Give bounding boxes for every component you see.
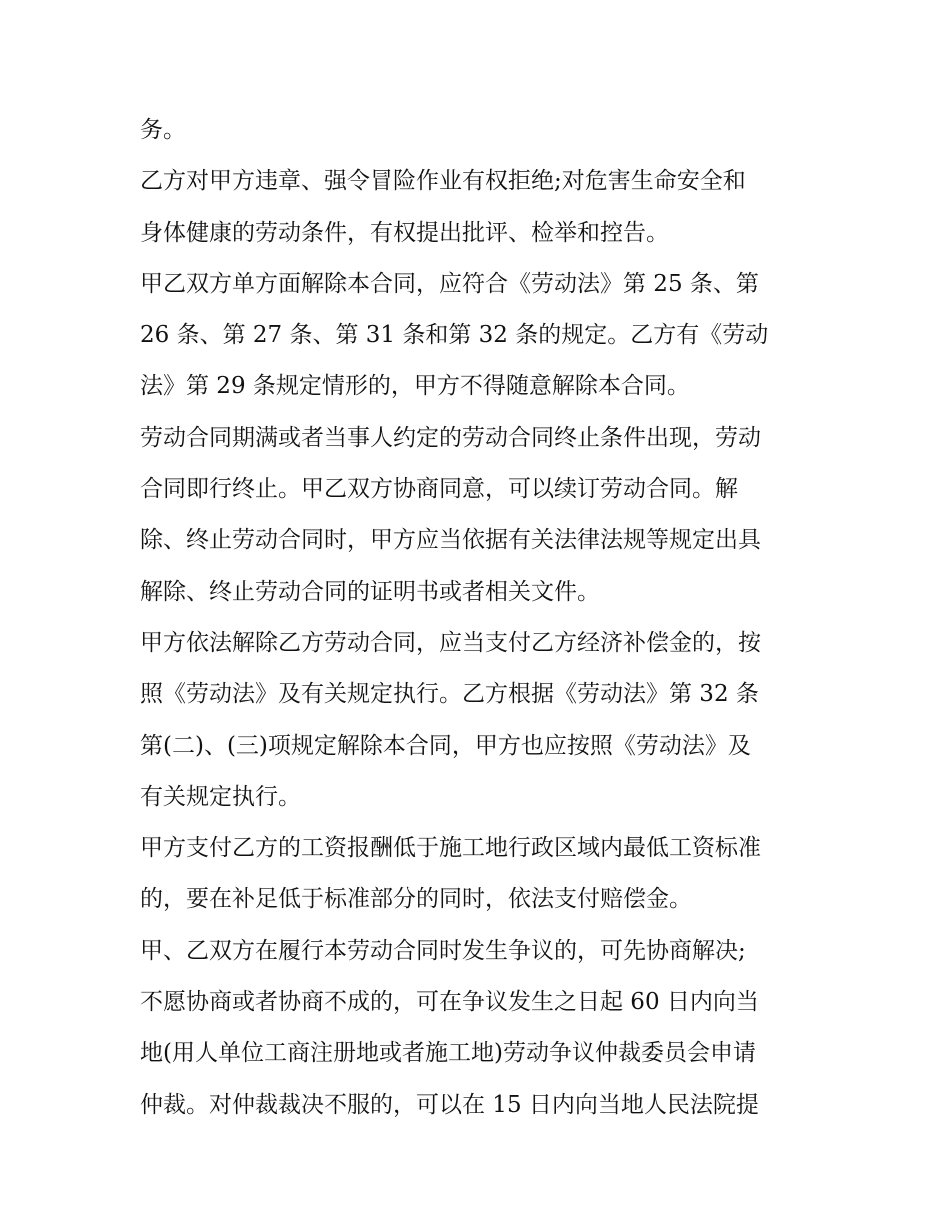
text-line: 甲方依法解除乙方劳动合同，应当支付乙方经济补偿金的，按 [140, 629, 761, 656]
text-line: 解除、终止劳动合同的证明书或者相关文件。 [140, 578, 600, 605]
text-line: 甲乙双方单方面解除本合同，应符合《劳动法》第 25 条、第 [140, 270, 759, 297]
text-line: 地(用人单位工商注册地或者施工地)劳动争议仲裁委员会申请 [140, 1040, 756, 1067]
text-line: 劳动合同期满或者当事人约定的劳动合同终止条件出现，劳动 [140, 424, 761, 451]
text-line: 法》第 29 条规定情形的，甲方不得随意解除本合同。 [140, 373, 690, 400]
text-line: 合同即行终止。甲乙双方协商同意，可以续订劳动合同。解 [140, 476, 738, 503]
text-line: 乙方对甲方违章、强令冒险作业有权拒绝;对危害生命安全和 [140, 168, 746, 195]
text-line: 甲方支付乙方的工资报酬低于施工地行政区域内最低工资标准 [140, 835, 761, 862]
text-line: 照《劳动法》及有关规定执行。乙方根据《劳动法》第 32 条 [140, 681, 759, 708]
text-line: 有关规定执行。 [140, 783, 301, 810]
text-line: 除、终止劳动合同时，甲方应当依据有关法律法规等规定出具 [140, 527, 761, 554]
text-line: 甲、乙双方在履行本劳动合同时发生争议的，可先协商解决; [140, 937, 746, 964]
text-line: 的，要在补足低于标准部分的同时，依法支付赔偿金。 [140, 886, 692, 913]
text-line: 身体健康的劳动条件，有权提出批评、检举和控告。 [140, 219, 669, 246]
contract-text [140, 105, 820, 1131]
text-line: 不愿协商或者协商不成的，可在争议发生之日起 60 日内向当 [140, 989, 759, 1016]
text-line: 仲裁。对仲裁裁决不服的，可以在 15 日内向当地人民法院提 [140, 1091, 759, 1118]
text-line: 26 条、第 27 条、第 31 条和第 32 条的规定。乙方有《劳动 [140, 322, 769, 349]
text-line: 务。 [140, 117, 186, 143]
text-line: 第(二)、(三)项规定解除本合同，甲方也应按照《劳动法》及 [140, 732, 751, 759]
